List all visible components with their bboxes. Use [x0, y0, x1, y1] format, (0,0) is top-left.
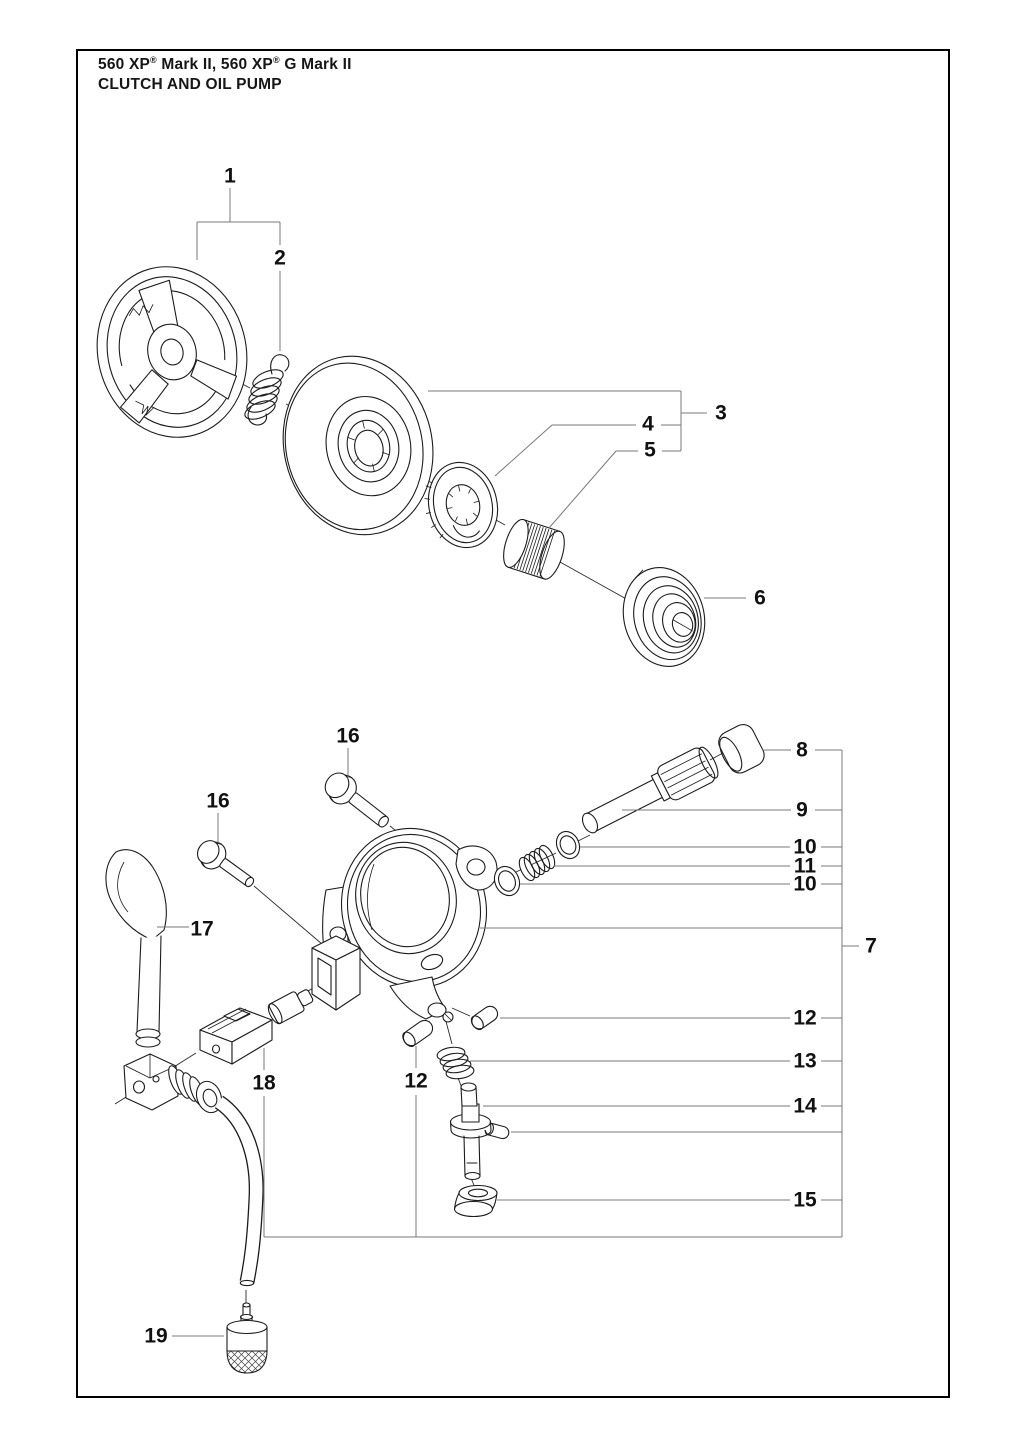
pump-screw-top-drawing: [319, 767, 396, 836]
callout-16-left: 16: [206, 789, 230, 813]
callout-19: 19: [144, 1324, 168, 1348]
callout-11: 11: [793, 854, 817, 878]
callout-3: 3: [715, 401, 727, 425]
callout-7: 7: [865, 934, 877, 958]
model-title-part: G Mark II: [279, 56, 352, 73]
callout-13: 13: [793, 1049, 817, 1073]
callout-1: 1: [224, 164, 236, 188]
callout-12-left: 12: [404, 1069, 428, 1093]
pump-screw-left-drawing: [192, 835, 261, 896]
worm-drive-drawing: [612, 557, 715, 675]
pickup-body-drawing: [200, 985, 316, 1064]
model-title-part: Mark II, 560 XP: [156, 56, 273, 73]
registered-mark-icon: ®: [272, 54, 280, 65]
clutch-spring-drawing: [242, 355, 289, 425]
callout-15: 15: [793, 1188, 817, 1212]
callout-14: 14: [793, 1094, 817, 1118]
elbow-fitting-drawing: [124, 1054, 226, 1116]
needle-bearing-drawing: [499, 517, 570, 582]
callout-2: 2: [274, 246, 286, 270]
registered-mark-icon: ®: [150, 54, 157, 65]
callout-4: 4: [642, 412, 654, 436]
callout-17: 17: [190, 917, 214, 941]
pump-shaft-drawing: [576, 743, 723, 843]
model-title-part: 560 XP: [98, 56, 151, 73]
valve-spring-drawing: [436, 1046, 475, 1081]
check-spring-drawing: [516, 843, 558, 883]
pin-right-drawing: [469, 1003, 501, 1031]
shaft-cap-drawing: [714, 721, 768, 778]
oil-hose-drawing: [219, 1102, 256, 1286]
callout-18: 18: [252, 1071, 276, 1095]
callout-10-bottom: 10: [793, 872, 817, 896]
callout-16-top: 16: [336, 724, 360, 748]
callout-12-right: 12: [793, 1006, 817, 1030]
pickup-tube-drawing: [106, 850, 166, 1047]
callout-5: 5: [644, 438, 656, 462]
pickup-filter-drawing: [227, 1303, 267, 1373]
pin-left-drawing: [400, 1017, 435, 1048]
oil-pump-body-drawing: [312, 813, 503, 1022]
callout-6: 6: [754, 586, 766, 610]
section-title: CLUTCH AND OIL PUMP: [98, 75, 282, 93]
callout-9: 9: [796, 798, 808, 822]
callout-8: 8: [796, 738, 808, 762]
oring-upper-drawing: [552, 828, 583, 863]
callout-10-top: 10: [793, 835, 817, 859]
clutch-drum-drawing: [266, 341, 451, 550]
grommet-drawing: [455, 1186, 498, 1217]
clutch-assembly-drawing: [78, 250, 265, 454]
